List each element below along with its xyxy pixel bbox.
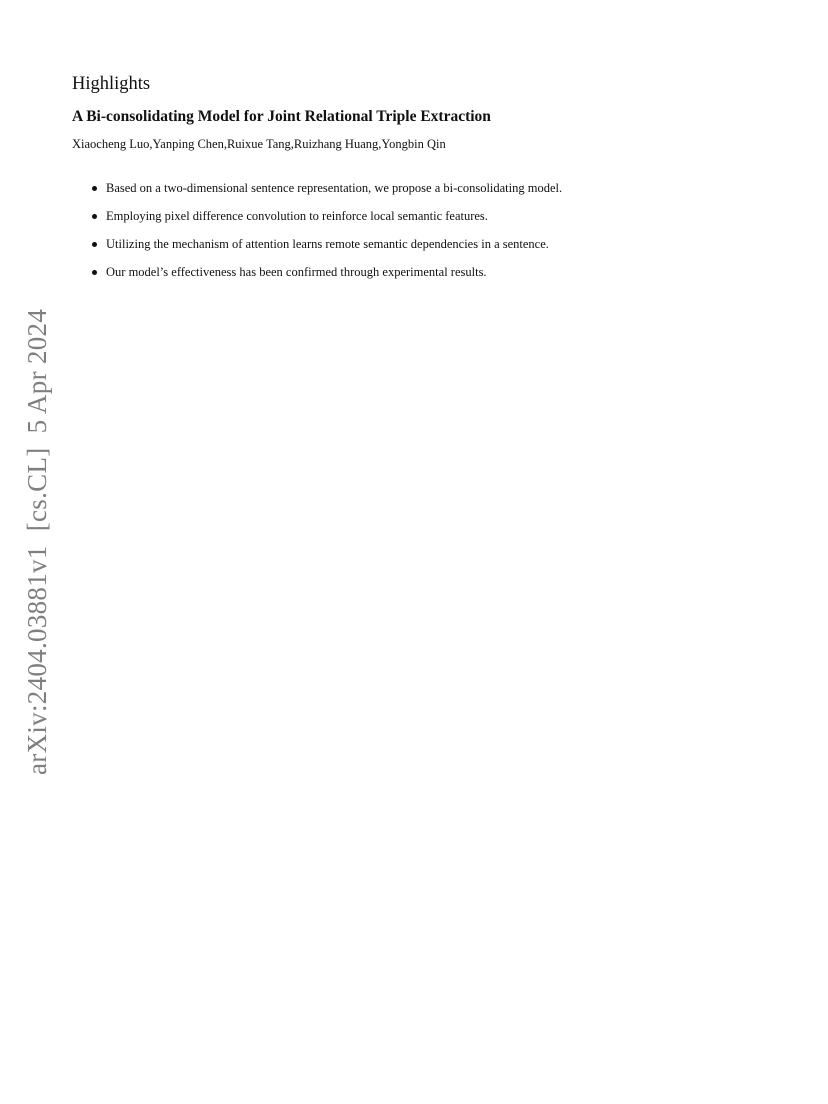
bullet-icon <box>92 270 97 275</box>
highlight-item <box>92 180 712 196</box>
highlight-item <box>92 236 712 252</box>
highlight-text: Our model’s effectiveness has been confirmed through experimental results. <box>106 265 487 279</box>
author-list: Xiaocheng Luo,Yanping Chen,Ruixue Tang,Ruizhang Huang,Yongbin Qin <box>72 137 446 151</box>
bullet-icon <box>92 242 97 247</box>
highlight-item <box>92 264 712 280</box>
bullet-icon <box>92 186 97 191</box>
highlight-item <box>92 208 712 224</box>
highlights-list <box>92 180 712 292</box>
paper-title: A Bi-consolidating Model for Joint Relational Triple Extraction <box>72 108 491 125</box>
highlight-text: Utilizing the mechanism of attention learns remote semantic dependencies in a sentence. <box>106 237 549 251</box>
highlight-text: Based on a two-dimensional sentence representation, we propose a bi-consolidating model. <box>106 181 563 195</box>
highlights-heading: Highlights <box>72 74 151 94</box>
arxiv-identifier-stamp: arXiv:2404.03881v1 [cs.CL] 5 Apr 2024 <box>22 308 52 775</box>
highlight-text: Employing pixel difference convolution to reinforce local semantic features. <box>106 209 488 223</box>
bullet-icon <box>92 214 97 219</box>
